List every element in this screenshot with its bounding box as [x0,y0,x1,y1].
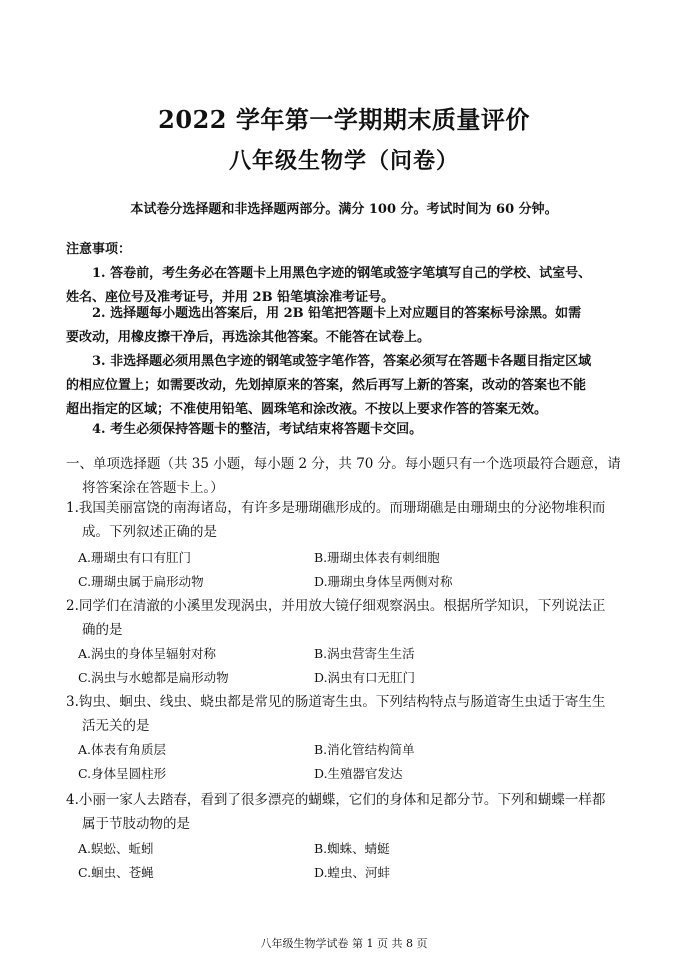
option-c: C.身体呈圆柱形 [78,766,167,781]
question-1-options [78,546,598,594]
question-1 [66,496,634,544]
exam-title: 2022 学年第一学期期末质量评价 [158,105,530,134]
notice-item-2 [66,302,626,350]
option-d: D.涡虫有口无肛门 [314,670,416,685]
option-b: B.消化管结构简单 [314,742,415,757]
section-line: 一、单项选择题（共 35 小题，每小题 2 分，共 70 分。每小题只有一个选项最符合题意，请 [66,456,621,472]
option-a: A.涡虫的身体呈辐射对称 [78,646,217,661]
notice-line: 3. 非选择题必须用黑色字迹的钢笔或签字笔作答，答案必须写在答题卡各题目指定区域 [92,354,592,369]
notice-line: 4. 考生必须保持答题卡的整洁，考试结束将答题卡交回。 [92,422,423,437]
notice-item-4 [66,418,626,442]
option-d: D.蝗虫、河蚌 [314,865,391,880]
question-stem: 成。下列叙述正确的是 [82,524,217,540]
question-3-options [78,738,598,786]
section-line: 将答案涂在答题卡上。） [82,480,224,496]
option-d: D.生殖器官发达 [314,766,403,781]
question-stem: 3.钩虫、蛔虫、线虫、蛲虫都是常见的肠道寄生虫。下列结构特点与肠道寄生虫适于寄生生 [66,694,606,710]
notice-line: 1. 答卷前，考生务必在答题卡上用黑色字迹的钢笔或签字笔填写自己的学校、试室号、 [92,266,592,281]
option-b: B.珊瑚虫体表有刺细胞 [314,550,440,565]
question-3 [66,690,634,738]
option-b: B.涡虫营寄生生活 [314,646,415,661]
question-stem: 1.我国美丽富饶的南海诸岛，有许多是珊瑚礁形成的。而珊瑚礁是由珊瑚虫的分泌物堆积而 [66,500,606,516]
notice-line: 的相应位置上；如需要改动，先划掉原来的答案，然后再写上新的答案，改动的答案也不能 [66,378,587,393]
question-stem: 4.小丽一家人去踏春，看到了很多漂亮的蝴蝶，它们的身体和足都分节。下列和蝴蝶一样都 [66,792,606,808]
option-c: C.蛔虫、苍蝇 [78,865,154,880]
notice-heading: 注意事项： [66,242,132,257]
question-2 [66,594,634,642]
question-stem: 确的是 [82,622,123,638]
notice-line: 超出指定的区域；不准使用铅笔、圆珠笔和涂改液。不按以上要求作答的答案无效。 [66,402,548,417]
option-a: A.珊瑚虫有口有肛门 [78,550,192,565]
question-2-options [78,642,598,690]
page-footer: 八年级生物学试卷 第 1 页 共 8 页 [260,937,428,950]
option-a: A.体表有角质层 [78,742,167,757]
option-c: C.珊瑚虫属于扁形动物 [78,574,204,589]
intro-text: 本试卷分选择题和非选择题两部分。满分 100 分。考试时间为 60 分钟。 [130,202,558,217]
option-b: B.蜘蛛、蜻蜓 [314,841,390,856]
option-c: C.涡虫与水螅都是扁形动物 [78,670,229,685]
question-4-options [78,837,598,885]
question-stem: 活无关的是 [82,718,150,734]
notice-line: 要改动，用橡皮擦干净后，再选涂其他答案。不能答在试卷上。 [66,330,431,345]
option-d: D.珊瑚虫身体呈两侧对称 [314,574,453,589]
question-4 [66,788,634,836]
notice-line: 2. 选择题每小题选出答案后，用 2B 铅笔把答题卡上对应题目的答案标号涂黑。如需 [92,306,582,321]
notice-item-3 [66,350,626,422]
section-heading [66,452,634,500]
notice-line: 姓名、座位号及准考证号，并用 2B 铅笔填涂准考证号。 [66,290,395,305]
exam-subtitle: 八年级生物学（问卷） [228,148,459,174]
question-stem: 属于节肢动物的是 [82,816,190,832]
question-stem: 2.同学们在清澈的小溪里发现涡虫，并用放大镜仔细观察涡虫。根据所学知识，下列说法正 [66,598,606,614]
option-a: A.蜈蚣、蚯蚓 [78,841,154,856]
